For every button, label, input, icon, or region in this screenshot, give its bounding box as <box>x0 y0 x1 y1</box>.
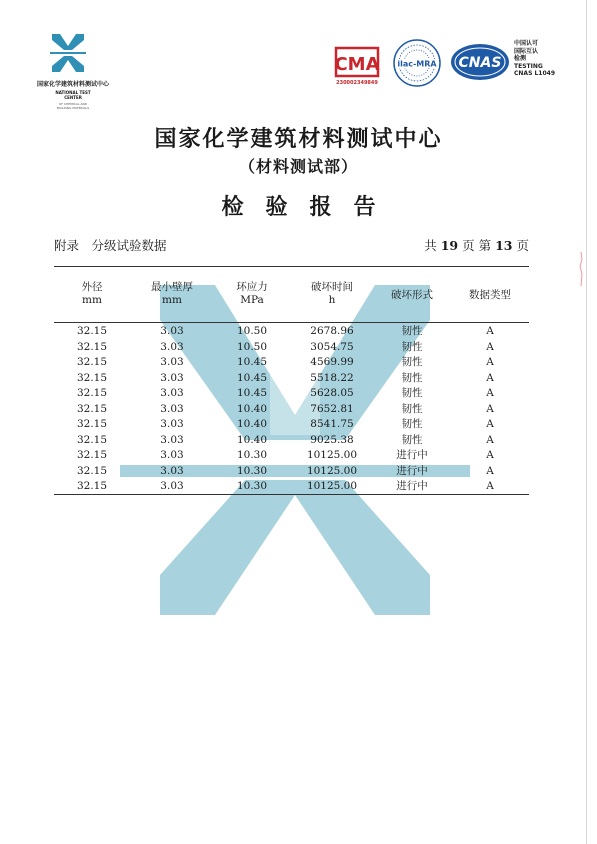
column-header <box>372 289 452 302</box>
table-cell: 10.30 <box>236 480 268 492</box>
table-cell: 3.03 <box>160 402 184 415</box>
table-cell: A <box>486 325 494 337</box>
document-title: 国家化学建筑材料测试中心 <box>154 126 443 152</box>
page-mid: 页 第 <box>462 238 492 253</box>
column-header <box>292 281 372 307</box>
column-header-unit: MPa <box>240 294 264 306</box>
table-cell: 32.15 <box>76 325 108 337</box>
table-cell: A <box>486 371 494 384</box>
table-cell: 32.15 <box>76 449 108 461</box>
cma-logo-icon <box>332 44 382 84</box>
table-cell: 10.50 <box>236 340 268 353</box>
table-cell: 3.03 <box>160 371 184 384</box>
appendix-title: 附录 分级试验数据 <box>54 238 167 253</box>
table-cell: 韧性 <box>401 371 423 384</box>
table-cell: A <box>486 340 494 353</box>
ntc-name-sub: OF CHEMICAL AND BUILDING MATERIALS <box>56 102 90 110</box>
ntc-mark-icon <box>50 34 86 72</box>
document-subtitle: （材料测试部） <box>238 157 358 176</box>
table-cell: 进行中 <box>396 464 428 477</box>
table-cell: 10.40 <box>236 418 268 430</box>
table-cell: 进行中 <box>396 480 428 492</box>
column-header-label: 破坏形式 <box>391 289 433 301</box>
table-cell: 10.45 <box>236 371 268 384</box>
table-cell: 5628.05 <box>310 387 354 399</box>
report-heading: 检验报告 <box>221 194 398 220</box>
page-current: 13 <box>495 238 513 253</box>
column-header <box>212 281 292 307</box>
column-header <box>450 289 530 302</box>
table-cell: 10.30 <box>236 464 268 477</box>
table-cell: 10125.00 <box>306 449 358 461</box>
table-cell: 韧性 <box>401 356 423 368</box>
table-cell: 10.50 <box>236 325 268 337</box>
table-cell: A <box>486 433 494 446</box>
column-header-unit: h <box>328 294 336 306</box>
ntc-name-en: NATIONAL TEST CENTER <box>55 90 91 100</box>
table-cell: 韧性 <box>401 433 423 446</box>
table-cell: 7652.81 <box>310 402 354 415</box>
table-cell: 32.15 <box>76 387 108 399</box>
column-header-label: 外径 <box>81 281 103 293</box>
table-cell: 3.03 <box>160 340 184 353</box>
table-cell: A <box>486 480 494 492</box>
column-header <box>132 281 212 307</box>
table-cell: A <box>486 449 494 461</box>
table-cell: 进行中 <box>396 449 428 461</box>
svg-text:CNAS: CNAS <box>458 55 502 71</box>
table-cell: 32.15 <box>76 402 108 415</box>
page-suffix: 页 <box>516 238 529 253</box>
column-header-label: 最小壁厚 <box>151 281 193 293</box>
column-header-unit: mm <box>162 294 182 306</box>
table-cell: 32.15 <box>76 371 108 384</box>
svg-text:ilac-MRA: ilac-MRA <box>397 59 437 69</box>
cnas-info <box>514 40 574 78</box>
table-cell: 32.15 <box>76 418 108 430</box>
table-cell: 10.40 <box>236 402 268 415</box>
page-number <box>424 236 529 254</box>
page-total: 19 <box>440 238 459 253</box>
table-cell: 10.30 <box>236 449 268 461</box>
table-header-rule <box>54 322 529 323</box>
svg-text:CMA: CMA <box>334 54 380 75</box>
table-cell: 10.40 <box>236 433 268 446</box>
table-cell: 4569.99 <box>310 356 354 368</box>
table-cell: A <box>486 387 494 399</box>
table-cell: 韧性 <box>401 387 423 399</box>
column-header <box>52 281 132 307</box>
table-cell: 3.03 <box>160 480 184 492</box>
table-cell: 3054.75 <box>310 340 354 353</box>
table-cell: 10.45 <box>236 387 268 399</box>
table-cell: 32.15 <box>76 433 108 446</box>
column-header-label: 破坏时间 <box>311 281 353 293</box>
table-cell: 韧性 <box>401 325 423 337</box>
table-cell: 韧性 <box>401 418 423 430</box>
table-cell: 3.03 <box>160 464 184 477</box>
table-cell: 3.03 <box>160 449 184 461</box>
table-cell: 3.03 <box>160 387 184 399</box>
seal-edge-mark <box>578 252 584 286</box>
table-cell: 3.03 <box>160 325 184 337</box>
page-prefix: 共 <box>424 238 437 253</box>
table-cell: 8541.75 <box>310 418 354 430</box>
column-header-label: 环应力 <box>236 281 268 293</box>
table-cell: 2678.96 <box>310 325 354 337</box>
table-cell: A <box>486 356 494 368</box>
table-cell: A <box>486 402 494 415</box>
table-cell: 3.03 <box>160 433 184 446</box>
cnas-logo-icon <box>450 42 510 82</box>
table-cell: 3.03 <box>160 356 184 368</box>
ntc-name-cn: 国家化学建筑材料测试中心 <box>36 81 109 88</box>
table-cell: 10.45 <box>236 356 268 368</box>
table-cell: 32.15 <box>76 356 108 368</box>
table-cell: 9025.38 <box>310 433 354 446</box>
cnas-info-line: TESTING <box>514 62 543 70</box>
table-cell: 3.03 <box>160 418 184 430</box>
cnas-info-line: 国际互认 <box>514 47 539 55</box>
ilac-mra-logo-icon <box>392 38 442 88</box>
table-cell: 32.15 <box>76 480 108 492</box>
table-cell: A <box>486 464 494 477</box>
column-header-label: 数据类型 <box>469 289 511 301</box>
table-cell: 韧性 <box>401 340 423 353</box>
table-cell: A <box>486 418 494 430</box>
table-cell: 10125.00 <box>306 464 358 477</box>
cma-number: 230002349849 <box>336 80 378 86</box>
column-header-unit: mm <box>82 294 102 306</box>
table-cell: 5518.22 <box>310 371 354 384</box>
table-cell: 韧性 <box>401 402 423 415</box>
table-cell: 10125.00 <box>306 480 358 492</box>
cnas-info-line: 检测 <box>514 55 527 62</box>
table-cell: 32.15 <box>76 464 108 477</box>
cnas-info-line: CNAS L1049 <box>514 70 556 77</box>
cnas-info-line: 中国认可 <box>514 40 539 47</box>
table-cell: 32.15 <box>76 340 108 353</box>
table-top-rule <box>54 266 529 267</box>
